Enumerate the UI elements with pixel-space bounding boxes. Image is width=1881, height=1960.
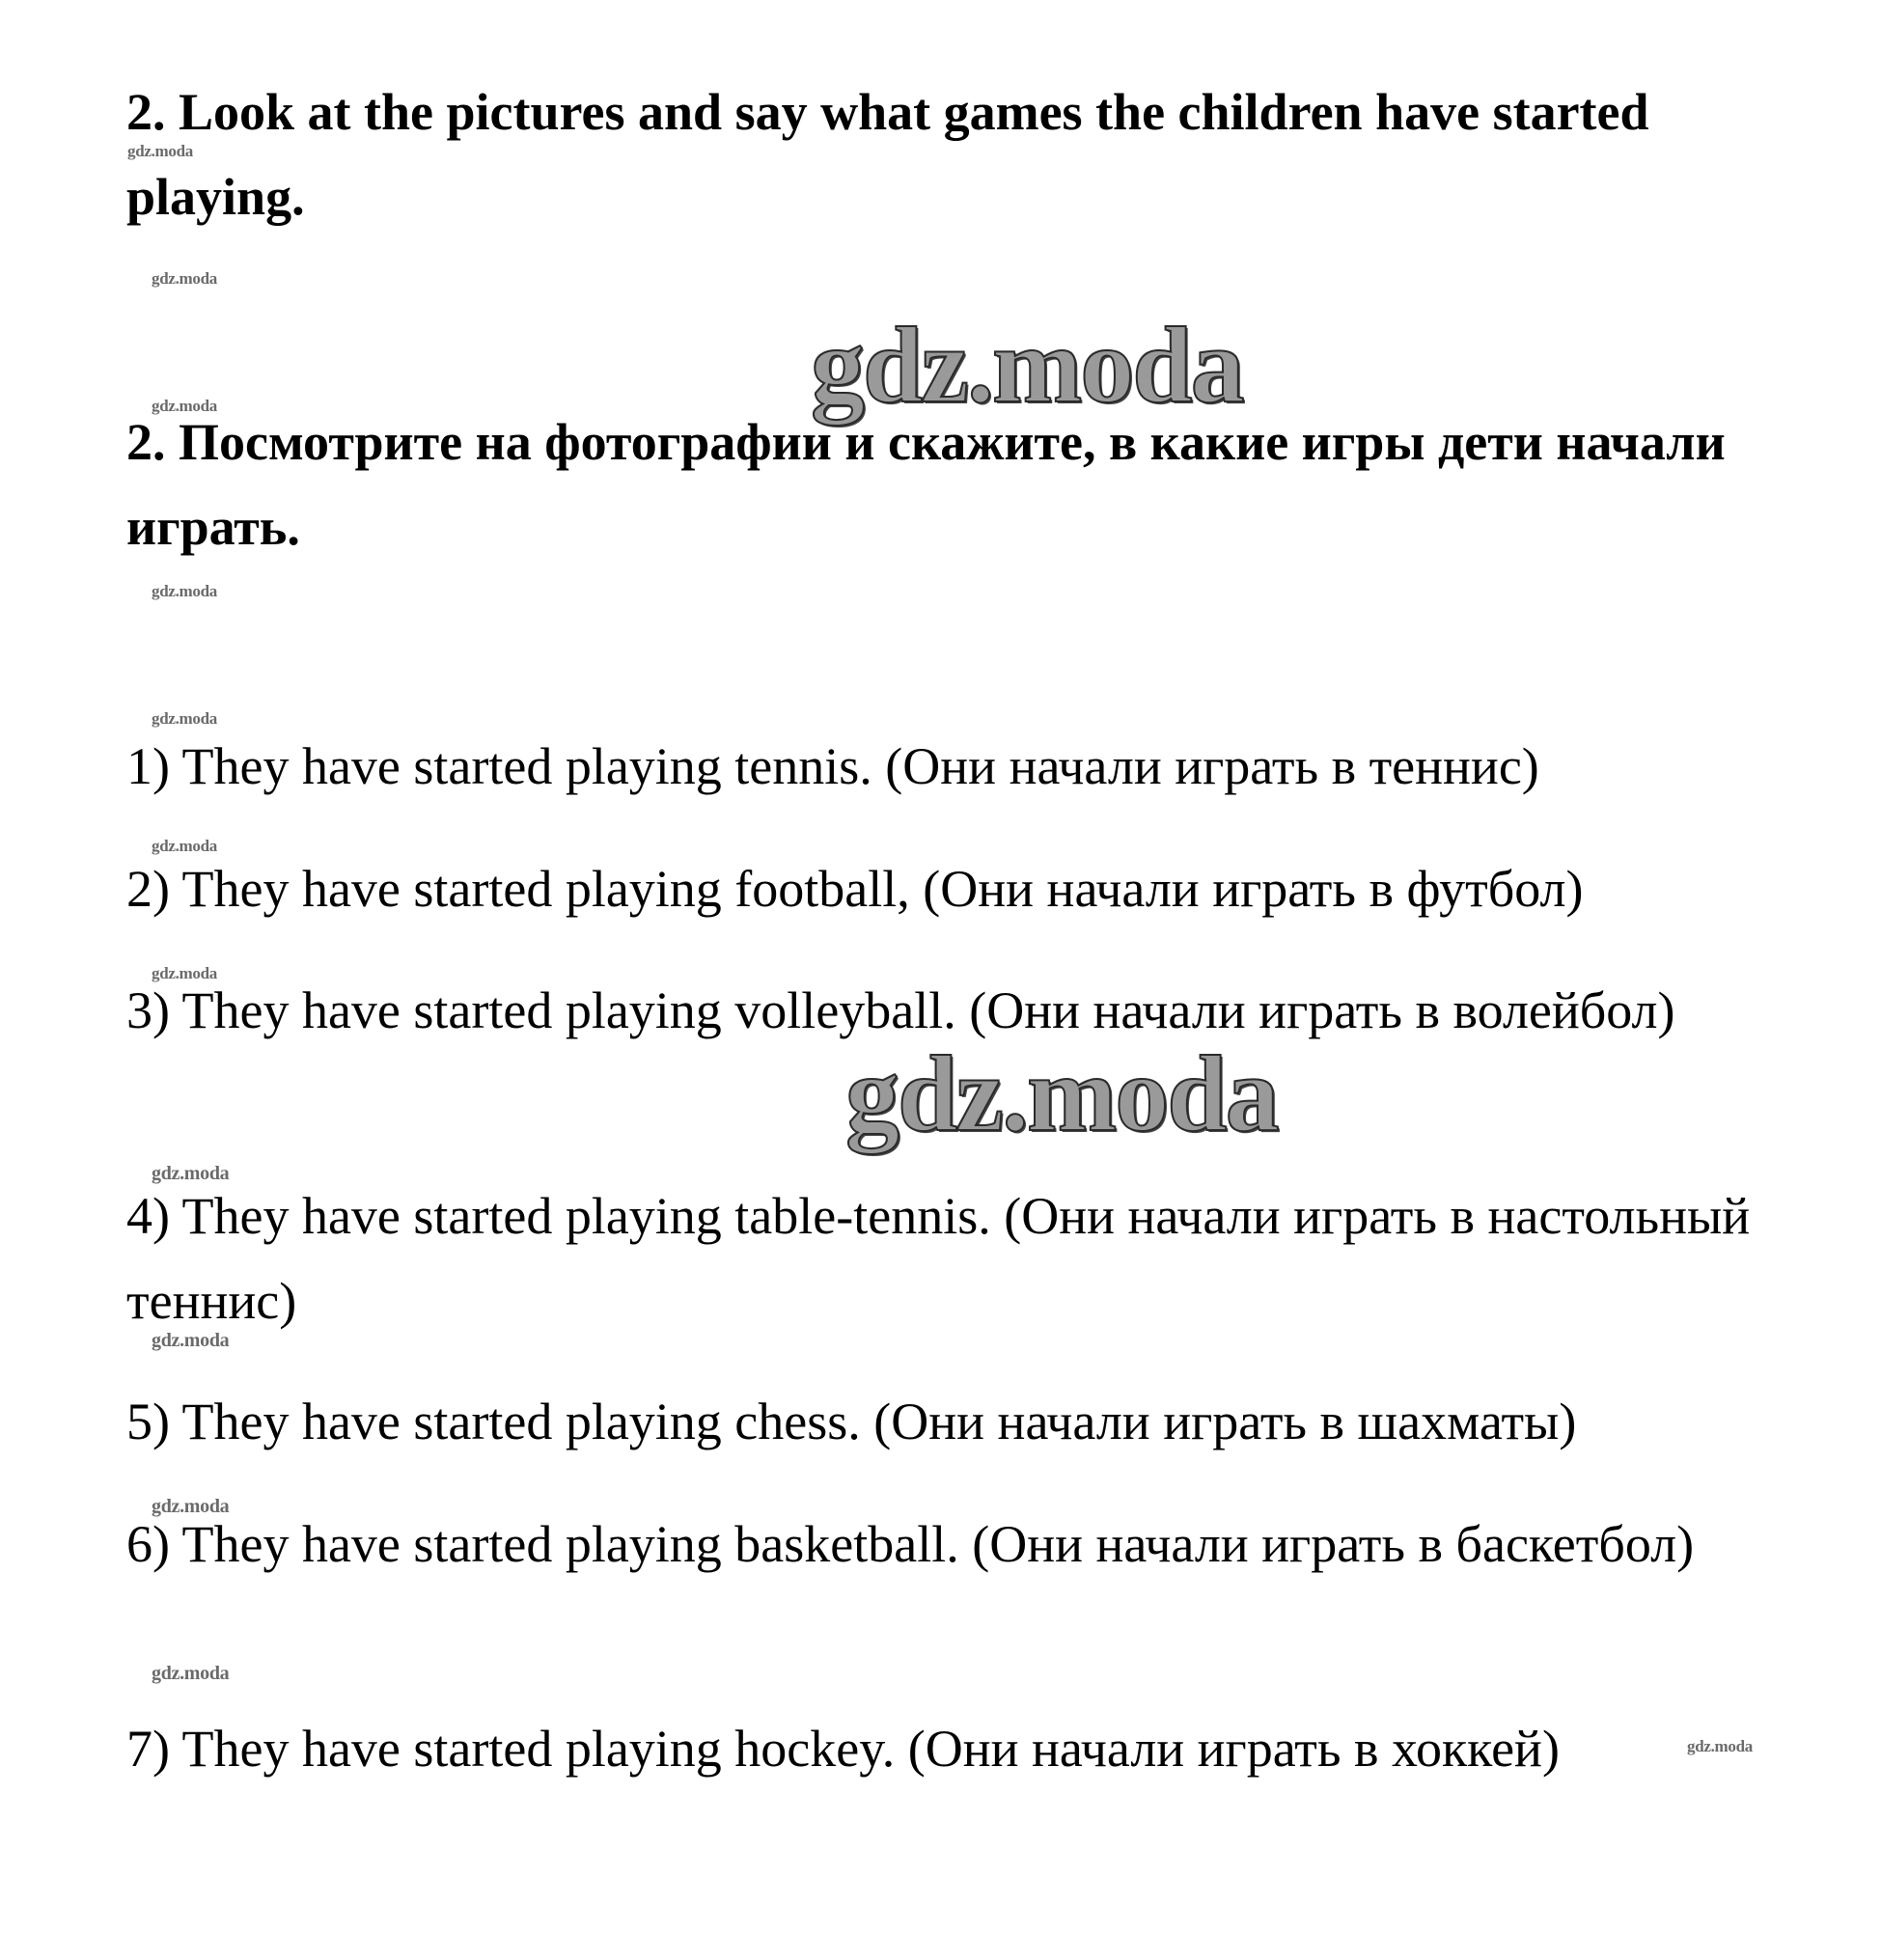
watermark-large: gdz.moda xyxy=(845,1035,1278,1154)
watermark-small: gdz.moda xyxy=(152,1663,230,1684)
answer-item-7: 7) They have started playing hockey. (Они начали играть в хоккей) xyxy=(126,1720,1560,1778)
task-heading-russian: 2. Посмотрите на фотографии и скажите, в какие игры дети начали играть. xyxy=(126,413,1726,556)
watermark-small: gdz.moda xyxy=(152,964,217,982)
watermark-small: gdz.moda xyxy=(152,1330,230,1351)
answer-item-4: 4) They have started playing table-tennis. (Они начали играть в настольный теннис) xyxy=(126,1187,1751,1330)
watermark-small: gdz.moda xyxy=(152,397,217,415)
watermark-small: gdz.moda xyxy=(127,142,193,160)
watermark-small: gdz.moda xyxy=(152,709,217,728)
answer-item-2: 2) They have started playing football, (Они начали играть в футбол) xyxy=(126,860,1584,918)
answer-item-1: 1) They have started playing tennis. (Они начали играть в теннис) xyxy=(126,737,1539,795)
task-heading-english: 2. Look at the pictures and say what games the children have started playing. xyxy=(126,83,1649,226)
answer-item-6: 6) They have started playing basketball. (Они начали играть в баскетбол) xyxy=(126,1515,1695,1573)
watermark-small: gdz.moda xyxy=(152,837,217,855)
watermark-small: gdz.moda xyxy=(152,1163,230,1184)
watermark-small: gdz.moda xyxy=(152,269,217,288)
watermark-small: gdz.moda xyxy=(152,1496,230,1517)
answer-item-5: 5) They have started playing chess. (Они начали играть в шахматы) xyxy=(126,1393,1577,1450)
answer-item-3: 3) They have started playing volleyball. (Они начали играть в волейбол) xyxy=(126,981,1675,1039)
watermark-large: gdz.moda xyxy=(811,306,1243,426)
watermark-small: gdz.moda xyxy=(1687,1737,1753,1755)
watermark-small: gdz.moda xyxy=(152,582,217,600)
